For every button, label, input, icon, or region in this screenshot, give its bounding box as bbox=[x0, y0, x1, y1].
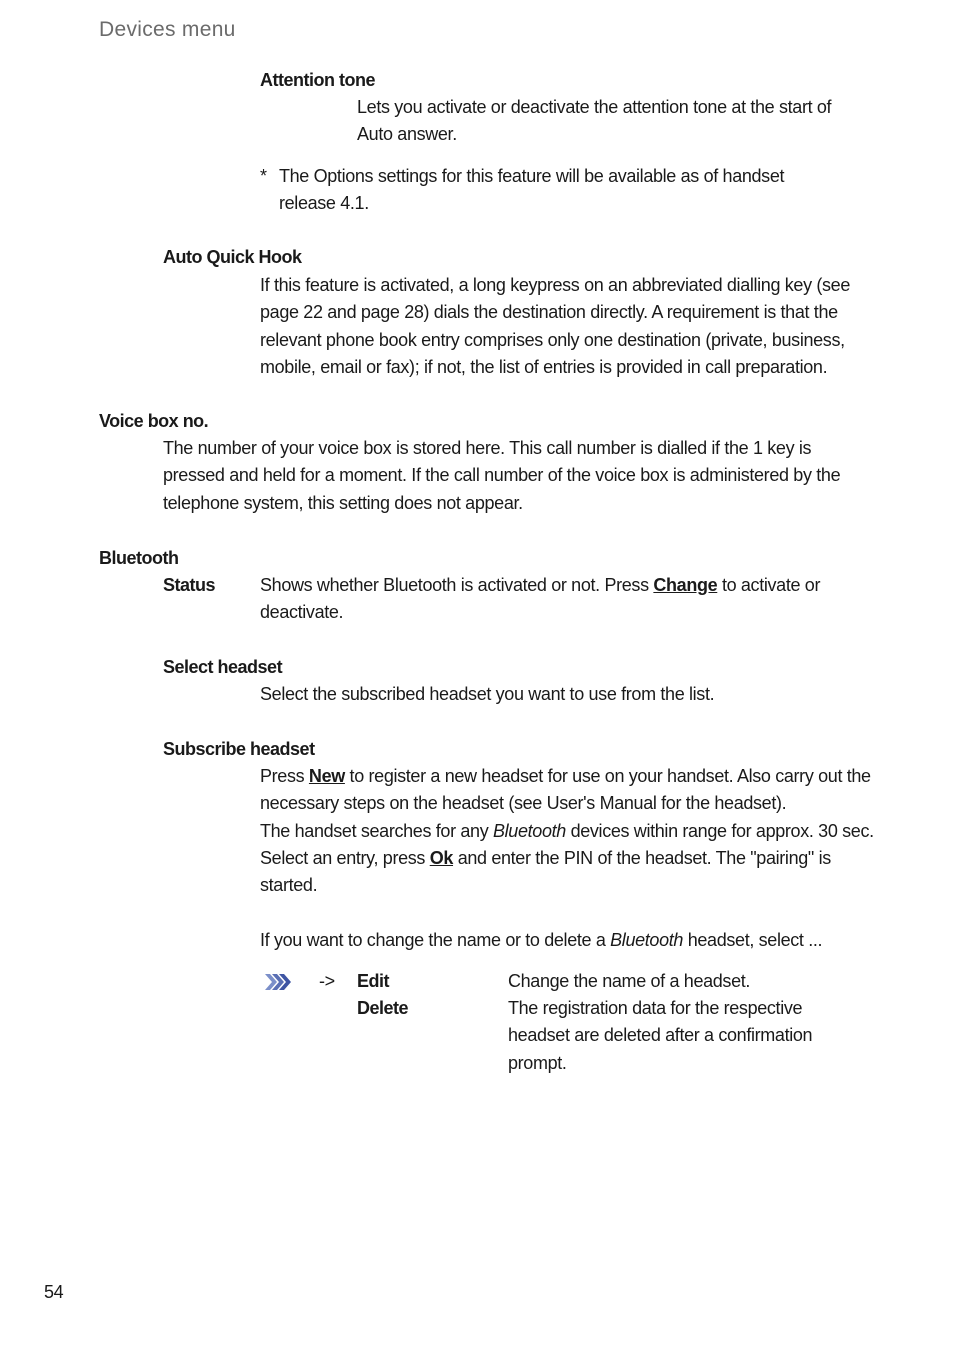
auto-quick-hook-description: If this feature is activated, a long keypress on an abbreviated dialling key (see page 22 and page 28) dials the destination directly. A requirement is that the relevant phone book entry comprises only one destination (private, business, mobile, email or fax); if not, the list of entries is provided in call preparation. bbox=[260, 275, 851, 377]
options-menu-icon bbox=[264, 972, 292, 992]
subscribe-headset-heading: Subscribe headset bbox=[163, 739, 315, 759]
attention-tone-description: Lets you activate or deactivate the attention tone at the start of Auto answer. bbox=[357, 97, 832, 145]
status-text-before: Shows whether Bluetooth is activated or not. Press bbox=[260, 575, 649, 595]
select-headset-description: Select the subscribed headset you want to use from the list. bbox=[260, 684, 715, 704]
delete-option-description: The registration data for the respective headset are deleted after a confirmation prompt. bbox=[508, 998, 813, 1073]
arrow-glyph: -> bbox=[319, 971, 335, 991]
new-softkey: New bbox=[308, 766, 345, 786]
subscribe-headset-description bbox=[260, 763, 880, 899]
bluetooth-heading: Bluetooth bbox=[99, 548, 179, 568]
search-text: The handset searches for any bbox=[260, 820, 489, 841]
delete-option: Delete bbox=[357, 998, 409, 1018]
auto-quick-hook-heading: Auto Quick Hook bbox=[163, 247, 302, 267]
bluetooth-italic-2: Bluetooth bbox=[610, 930, 684, 950]
search-text-cont: devices within range for approx. 30 sec. Select an entry, press bbox=[260, 820, 874, 868]
status-text-after: to activate or deactivate. bbox=[260, 575, 821, 623]
change-softkey: Change bbox=[653, 575, 718, 595]
press-text: Press bbox=[260, 766, 305, 786]
release-note: The Options settings for this feature will be available as of handset release 4.1. bbox=[279, 166, 785, 214]
pairing-text: and enter the PIN of the headset. The "pairing" is started. bbox=[260, 847, 831, 896]
page-header: Devices menu bbox=[99, 18, 236, 41]
edit-option: Edit bbox=[357, 971, 389, 991]
page-number: 54 bbox=[44, 1282, 64, 1302]
change-intro-a: If you want to change the name or to delete a bbox=[260, 930, 606, 950]
voice-box-heading: Voice box no. bbox=[99, 411, 209, 431]
status-label: Status bbox=[163, 575, 216, 595]
attention-tone-heading: Attention tone bbox=[260, 70, 375, 90]
voice-box-description: The number of your voice box is stored here. This call number is dialled if the 1 key is pressed and held for a moment. If the call number of the voice box is administered by the telephone system, this setting does not appear. bbox=[163, 438, 841, 513]
change-intro-b: headset, select ... bbox=[687, 930, 823, 950]
select-headset-heading: Select headset bbox=[163, 657, 283, 677]
register-text: to register a new headset for use on your handset. Also carry out the necessary steps on the headset (see User's Manual for the headset). bbox=[260, 766, 871, 814]
edit-option-description: Change the name of a headset. bbox=[508, 971, 751, 991]
bluetooth-italic: Bluetooth bbox=[493, 820, 566, 841]
change-intro bbox=[260, 927, 880, 954]
status-description bbox=[260, 572, 880, 627]
note-marker: * bbox=[260, 166, 267, 186]
ok-softkey: Ok bbox=[429, 847, 454, 868]
